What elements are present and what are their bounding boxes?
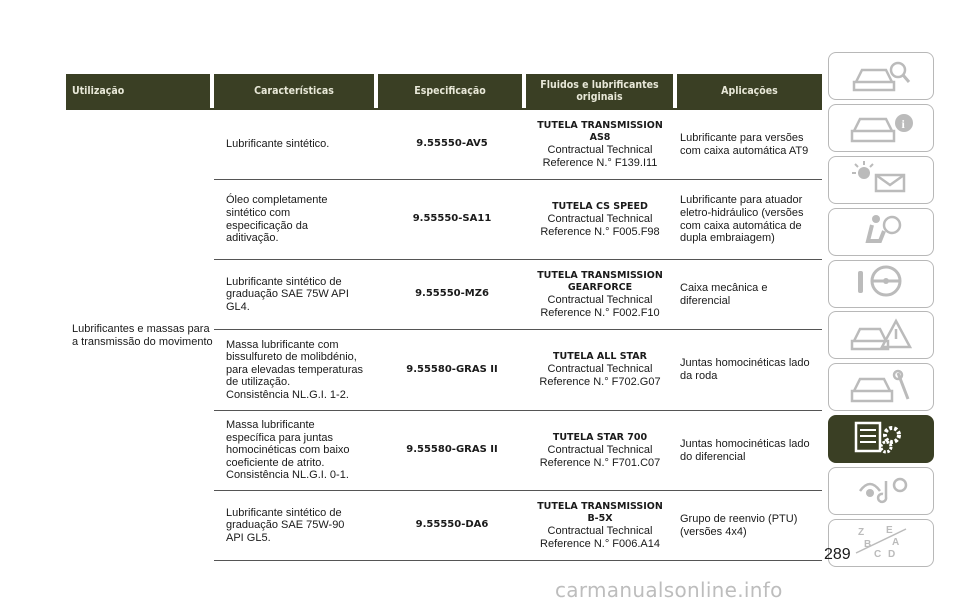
characteristics-line: especificação da: [226, 219, 308, 232]
svg-text:B: B: [864, 538, 872, 550]
tab-airbag-seat[interactable]: [828, 208, 934, 256]
fluid-reference-line: Reference N.° F139.I11: [542, 156, 658, 169]
header-use: Utilização: [66, 74, 210, 108]
tab-steering-wheel[interactable]: [828, 260, 934, 308]
fluid-cell: [526, 491, 674, 560]
table-header: [66, 74, 822, 108]
fluid-reference-line: Reference N.° F002.F10: [540, 306, 660, 319]
header-specification: Especificação: [378, 74, 522, 108]
multimedia-icon: [846, 471, 916, 512]
characteristics-line: Lubrificante sintético.: [226, 138, 330, 151]
specification-cell: 9.55580-GRAS II: [406, 363, 498, 375]
car-search-icon: [846, 56, 916, 97]
characteristics-line: graduação SAE 75W-90: [226, 519, 345, 532]
svg-text:Z: Z: [858, 526, 865, 538]
characteristics-line: aditivação.: [226, 232, 279, 245]
tab-car-info[interactable]: [828, 104, 934, 152]
characteristics-cell: [214, 411, 378, 490]
characteristics-line: bissulfureto de molibdénio,: [226, 351, 357, 364]
application-line: Juntas homocinéticas lado: [680, 437, 810, 450]
application-cell: [674, 180, 822, 259]
specification-cell: 9.55550-DA6: [415, 519, 489, 531]
characteristics-line: Lubrificante sintético de: [226, 506, 342, 519]
fluid-name-line: B-5X: [587, 512, 613, 524]
use-label: [66, 110, 214, 561]
characteristics-line: API GL5.: [226, 531, 271, 544]
tab-car-warning[interactable]: [828, 311, 934, 359]
table-row: [214, 411, 822, 491]
tab-car-service[interactable]: [828, 363, 934, 411]
svg-text:E: E: [886, 524, 893, 536]
svg-text:A: A: [892, 536, 900, 548]
characteristics-line: coeficiente de atrito.: [226, 456, 325, 469]
application-line: com caixa automática AT9: [680, 144, 809, 157]
fluid-reference-line: Reference N.° F006.A14: [540, 537, 660, 550]
application-cell: [674, 491, 822, 560]
characteristics-line: para elevadas temperaturas: [226, 363, 363, 376]
characteristics-line: sintético com: [226, 206, 291, 219]
characteristics-cell: [214, 330, 378, 410]
fluid-name-line: TUTELA ALL STAR: [553, 351, 647, 363]
chapter-tabs: [828, 52, 936, 571]
alphabetical-index-icon: [846, 523, 916, 564]
application-line: Grupo de reenvio (PTU): [680, 512, 798, 525]
characteristics-line: Massa lubrificante com: [226, 338, 339, 351]
svg-text:C: C: [874, 548, 882, 559]
characteristics-line: Óleo completamente: [226, 194, 328, 207]
application-line: eletro-hidráulico (versões: [680, 206, 804, 219]
application-line: com caixa automática de: [680, 219, 802, 232]
characteristics-line: graduação SAE 75W API: [226, 288, 349, 301]
application-cell: [674, 330, 822, 410]
tab-dashboard-lights[interactable]: [828, 156, 934, 204]
application-cell: [674, 110, 822, 179]
specification-cell: 9.55550-SA11: [412, 213, 492, 225]
application-line: Caixa mecânica e: [680, 281, 768, 294]
characteristics-cell: [214, 260, 378, 329]
fluid-reference-line: Contractual Technical: [547, 293, 653, 306]
airbag-seat-icon: [846, 211, 916, 252]
tab-car-search[interactable]: [828, 52, 934, 100]
characteristics-line: Massa lubrificante: [226, 419, 315, 432]
watermark: carmanualsonline.info: [555, 578, 783, 602]
table-rows: [214, 110, 822, 561]
fluid-reference-line: Reference N.° F702.G07: [539, 376, 661, 388]
table-row: [214, 180, 822, 260]
fluid-cell: [526, 411, 674, 490]
fluid-reference-line: Contractual Technical: [547, 143, 653, 156]
table-body: [66, 110, 822, 561]
fluid-reference-line: Contractual Technical: [547, 443, 653, 456]
application-line: Lubrificante para atuador: [680, 194, 803, 207]
characteristics-line: Lubrificante sintético de: [226, 275, 342, 288]
specification-cell: 9.55580-GRAS II: [406, 444, 498, 456]
application-line: dupla embraiagem): [680, 232, 775, 245]
header-fluids: [526, 74, 673, 108]
table-row: [214, 260, 822, 330]
fluid-name-line: TUTELA TRANSMISSION AS8: [537, 119, 663, 143]
fluid-reference-line: Contractual Technical: [547, 212, 653, 225]
fluid-name-line: TUTELA STAR 700: [552, 431, 648, 443]
application-line: (versões 4x4): [680, 525, 747, 538]
fluid-reference-line: Contractual Technical: [547, 524, 653, 537]
header-fluids-line1: Fluidos e lubrificantes: [540, 79, 659, 91]
characteristics-line: Consistência NL.G.I. 0-1.: [226, 469, 349, 482]
fluid-cell: [526, 260, 674, 329]
characteristics-cell: [214, 110, 378, 179]
table-row: [214, 491, 822, 561]
characteristics-line: específica para juntas: [226, 431, 334, 444]
characteristics-line: de utilização.: [226, 376, 291, 389]
application-line: da roda: [680, 370, 718, 382]
characteristics-line: homocinéticas com baixo: [226, 444, 350, 457]
fluid-name-line: TUTELA CS SPEED: [552, 200, 648, 212]
car-warning-icon: [846, 315, 916, 356]
svg-text:i: i: [901, 117, 905, 132]
application-line: Juntas homocinéticas lado: [680, 357, 810, 370]
fluid-reference-line: Contractual Technical: [547, 363, 653, 376]
fluid-reference-line: Reference N.° F005.F98: [540, 225, 660, 238]
page-number: 289: [824, 546, 851, 563]
application-cell: [674, 260, 822, 329]
application-line: do diferencial: [680, 450, 746, 463]
tab-multimedia[interactable]: [828, 467, 934, 515]
application-line: diferencial: [680, 294, 731, 307]
fluid-reference-line: Reference N.° F701.C07: [539, 456, 661, 469]
characteristics-cell: [214, 180, 378, 259]
application-line: Lubrificante para versões: [680, 131, 804, 144]
fluid-name-line: TUTELA TRANSMISSION: [537, 269, 663, 281]
fluid-cell: [526, 330, 674, 410]
characteristics-cell: [214, 491, 378, 560]
use-label-line2: a transmissão do movimento: [72, 335, 213, 348]
lubricants-table: [66, 74, 822, 561]
application-cell: [674, 411, 822, 490]
header-applications: Aplicações: [677, 74, 822, 108]
technical-data-icon: [846, 419, 916, 460]
steering-wheel-icon: [846, 263, 916, 304]
svg-text:D: D: [888, 548, 896, 559]
table-row: [214, 110, 822, 180]
tab-technical-data[interactable]: [828, 415, 934, 463]
specification-cell: 9.55550-AV5: [416, 138, 488, 150]
specification-cell: 9.55550-MZ6: [415, 288, 489, 300]
header-fluids-line2: originais: [576, 91, 623, 103]
fluid-name-line: TUTELA TRANSMISSION: [537, 500, 663, 512]
car-service-icon: [846, 367, 916, 408]
car-info-icon: [846, 107, 916, 148]
dashboard-lights-icon: [846, 159, 916, 200]
fluid-cell: [526, 180, 674, 259]
use-label-line1: Lubrificantes e massas para: [72, 322, 210, 335]
fluid-cell: [526, 110, 674, 179]
header-characteristics: Características: [214, 74, 374, 108]
characteristics-line: Consistência NL.G.I. 1-2.: [226, 388, 349, 401]
characteristics-line: GL4.: [226, 300, 250, 313]
table-row: [214, 330, 822, 411]
fluid-name-line: GEARFORCE: [567, 281, 633, 293]
